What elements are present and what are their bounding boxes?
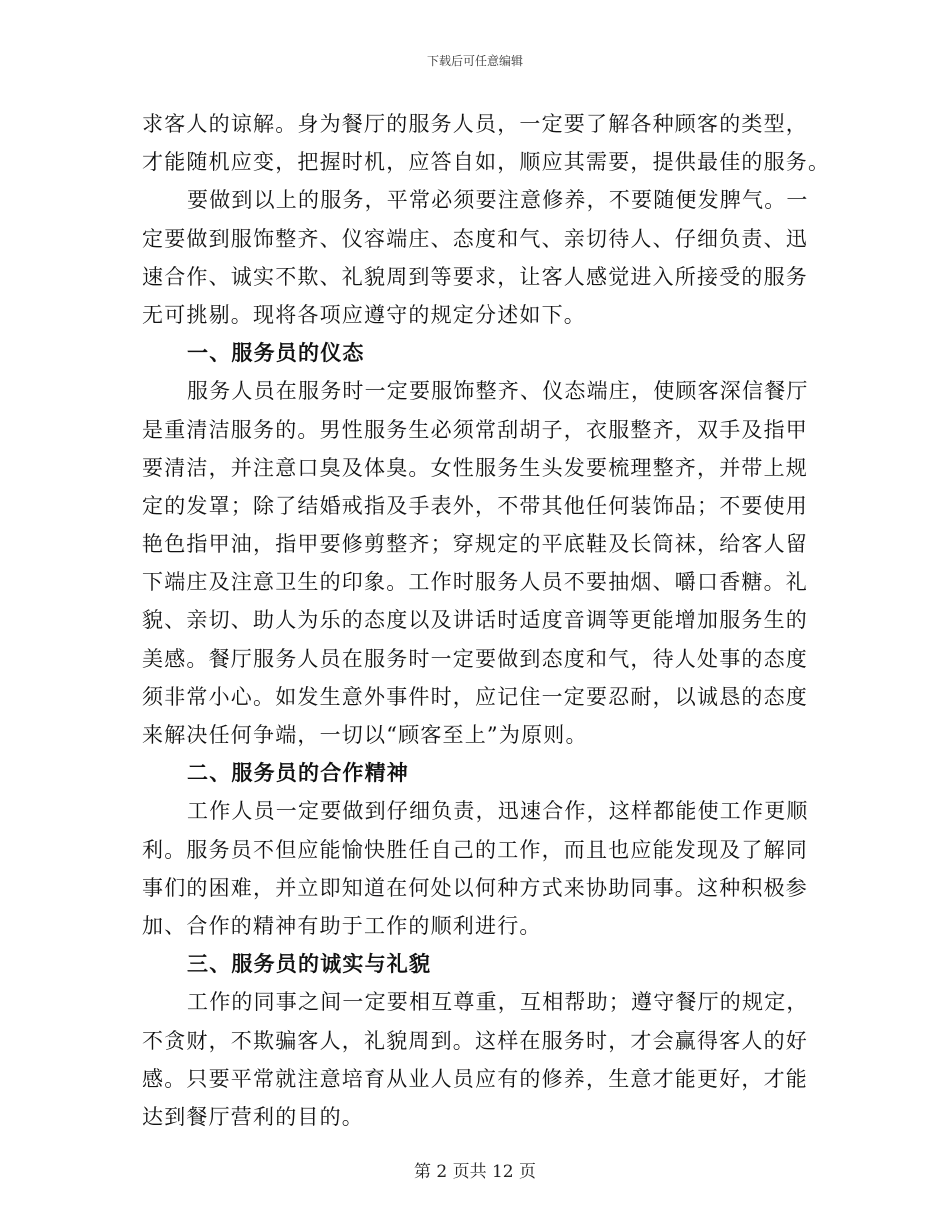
text-line: 不贪财，不欺骗客人，礼貌周到。这样在服务时，才会赢得客人的好 — [142, 1028, 808, 1053]
text-line: 定的发罩；除了结婚戒指及手表外，不带其他任何装饰品；不要使用 — [142, 493, 808, 518]
text-line: 速合作、诚实不欺、礼貌周到等要求，让客人感觉进入所接受的服务 — [142, 264, 808, 289]
text-line: 要做到以上的服务，平常必须要注意修养，不要随便发脾气。一 — [187, 188, 809, 213]
text-line: 工作人员一定要做到仔细负责，迅速合作，这样都能使工作更顺 — [187, 799, 809, 824]
text-line: 感。只要平常就注意培育从业人员应有的修养，生意才能更好，才能 — [142, 1066, 808, 1091]
section-heading: 一、服务员的仪态 — [187, 341, 365, 366]
page-footer: 第 2 页共 12 页 — [413, 1162, 537, 1182]
text-line: 工作的同事之间一定要相互尊重，互相帮助；遵守餐厅的规定， — [187, 990, 809, 1015]
section-heading: 二、服务员的合作精神 — [187, 761, 409, 786]
text-line: 艳色指甲油，指甲要修剪整齐；穿规定的平底鞋及长筒袜，给客人留 — [142, 532, 808, 557]
text-line: 事们的困难，并立即知道在何处以何种方式来协助同事。这种积极参 — [142, 875, 808, 900]
page-header: 下载后可任意编辑 — [426, 54, 523, 68]
text-line: 是重清洁服务的。男性服务生必须常刮胡子，衣服整齐，双手及指甲 — [142, 417, 808, 442]
text-line: 貌、亲切、助人为乐的态度以及讲话时适度音调等更能增加服务生的 — [142, 608, 808, 633]
text-line: 无可挑剔。现将各项应遵守的规定分述如下。 — [142, 302, 586, 327]
text-line: 来解决任何争端，一切以“顾客至上”为原则。 — [142, 723, 588, 747]
text-line: 服务人员在服务时一定要服饰整齐、仪态端庄，使顾客深信餐厅 — [187, 379, 809, 404]
text-line: 加、合作的精神有助于工作的顺利进行。 — [142, 913, 542, 938]
document-body — [142, 105, 831, 1136]
text-line: 才能随机应变，把握时机，应答自如，顺应其需要，提供最佳的服务。 — [142, 150, 831, 175]
section-heading: 三、服务员的诚实与礼貌 — [187, 952, 432, 977]
text-line: 下端庄及注意卫生的印象。工作时服务人员不要抽烟、嚼口香糖。礼 — [142, 570, 808, 595]
text-line: 美感。餐厅服务人员在服务时一定要做到态度和气，待人处事的态度 — [142, 646, 808, 671]
text-line: 达到餐厅营利的目的。 — [142, 1104, 364, 1129]
text-line: 利。服务员不但应能愉快胜任自己的工作，而且也应能发现及了解同 — [142, 837, 808, 862]
text-line: 定要做到服饰整齐、仪容端庄、态度和气、亲切待人、仔细负责、迅 — [142, 226, 808, 251]
text-line: 须非常小心。如发生意外事件时，应记住一定要忍耐，以诚恳的态度 — [142, 684, 808, 709]
text-line: 要清洁，并注意口臭及体臭。女性服务生头发要梳理整齐，并带上规 — [142, 455, 808, 480]
text-line: 求客人的谅解。身为餐厅的服务人员，一定要了解各种顾客的类型， — [142, 112, 808, 136]
